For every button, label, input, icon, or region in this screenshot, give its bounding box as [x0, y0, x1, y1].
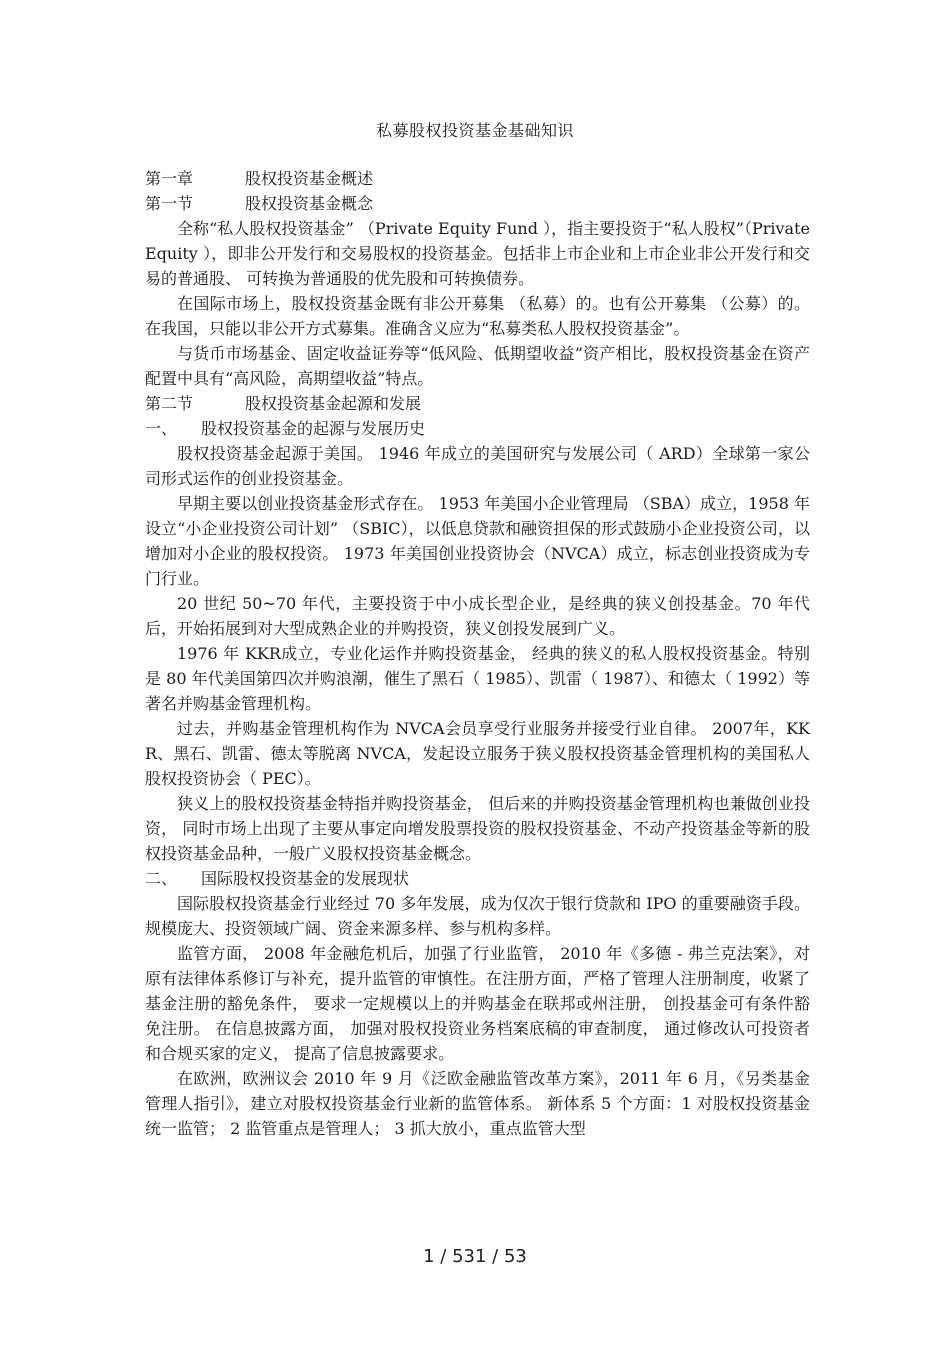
section-number: 第二节 — [145, 394, 194, 413]
subsection-number: 二、 — [145, 869, 178, 888]
section-number: 第一节 — [145, 194, 194, 213]
paragraph: 在欧洲，欧洲议会 2010 年 9 月《泛欧金融监管改革方案》，2011 年 6 月，《另类基金管理人指引》，建立对股权投资基金行业新的监管体系。 新体系 5 个方面：1 对股权投资基金统一监管； 2 监管重点是管理人； 3 抓大放小，重点监管大型 — [145, 1069, 810, 1138]
chapter-title: 股权投资基金概述 — [245, 169, 374, 188]
paragraph: 全称“私人股权投资基金” （Private Equity Fund ），指主要投资于“私人股权”（Private Equity ），即非公开发行和交易股权的投资基金。包括非上市企业和上市企业非公开发行和交易的普通股、 可转换为普通股的优先股和可转换债券。 — [145, 219, 810, 288]
paragraph: 1976 年 KKR成立，专业化运作并购投资基金， 经典的狭义的私人股权投资基金。特别是 80 年代美国第四次并购浪潮，催生了黑石（ 1985）、凯雷（ 1987）、和德太（ 1992）等著名并购基金管理机构。 — [145, 644, 810, 713]
section-title: 股权投资基金概念 — [245, 194, 374, 213]
paragraph: 国际股权投资基金行业经过 70 多年发展，成为仅次于银行贷款和 IPO 的重要融资手段。规模庞大、投资领域广阔、资金来源多样、参与机构多样。 — [145, 894, 810, 938]
paragraph: 与货币市场基金、固定收益证券等“低风险、低期望收益”资产相比，股权投资基金在资产配置中具有“高风险，高期望收益”特点。 — [145, 344, 810, 388]
page-footer: 1 / 531 / 53 — [423, 1246, 527, 1267]
chapter-heading — [145, 166, 810, 191]
paragraph: 监管方面， 2008 年金融危机后，加强了行业监管， 2010 年《多德 - 弗兰克法案》，对原有法律体系修订与补充，提升监管的审慎性。在注册方面，严格了管理人注册制度，收紧了基金注册的豁免条件， 要求一定规模以上的并购基金在联邦或州注册， 创投基金可有条件豁免注册。 在信息披露方面， 加强对股权投资业务档案底稿的审查制度， 通过修改认可投资者和合规买家的定义， 提高了信息披露要求。 — [145, 944, 810, 1063]
paragraph: 过去，并购基金管理机构作为 NVCA会员享受行业服务并接受行业自律。 2007年，KKR、黑石、凯雷、德太等脱离 NVCA，发起设立服务于狭义股权投资基金管理机构的美国私人股权投资协会（ PEC）。 — [145, 719, 810, 788]
section-heading — [145, 391, 810, 416]
document-title: 私募股权投资基金基础知识 — [375, 121, 574, 140]
section-heading — [145, 191, 810, 216]
subsection-heading — [145, 866, 810, 891]
subsection-title: 股权投资基金的起源与发展历史 — [201, 419, 426, 438]
chapter-number: 第一章 — [145, 169, 194, 188]
paragraph: 在国际市场上，股权投资基金既有非公开募集 （私募）的。也有公开募集 （公募）的。在我国，只能以非公开方式募集。准确含义应为“私募类私人股权投资基金”。 — [145, 294, 810, 338]
section-title: 股权投资基金起源和发展 — [245, 394, 422, 413]
subsection-title: 国际股权投资基金的发展现状 — [201, 869, 410, 888]
subsection-number: 一、 — [145, 419, 178, 438]
paragraph: 股权投资基金起源于美国。 1946 年成立的美国研究与发展公司（ ARD）全球第一家公司形式运作的创业投资基金。 — [145, 444, 810, 488]
paragraph: 20 世纪 50~70 年代，主要投资于中小成长型企业，是经典的狭义创投基金。70 年代后，开始拓展到对大型成熟企业的并购投资，狭义创投发展到广义。 — [145, 594, 810, 638]
subsection-heading — [145, 416, 810, 441]
document-body — [145, 166, 810, 1141]
paragraph: 狭义上的股权投资基金特指并购投资基金， 但后来的并购投资基金管理机构也兼做创业投资， 同时市场上出现了主要从事定向增发股票投资的股权投资基金、不动产投资基金等新的股权投资基金品种，一般广义股权投资基金概念。 — [145, 794, 810, 863]
paragraph: 早期主要以创业投资基金形式存在。 1953 年美国小企业管理局 （SBA）成立，1958 年设立“小企业投资公司计划” （SBIC），以低息贷款和融资担保的形式鼓励小企业投资公司，以增加对小企业的股权投资。 1973 年美国创业投资协会（NVCA）成立，标志创业投资成为专门行业。 — [145, 494, 810, 588]
